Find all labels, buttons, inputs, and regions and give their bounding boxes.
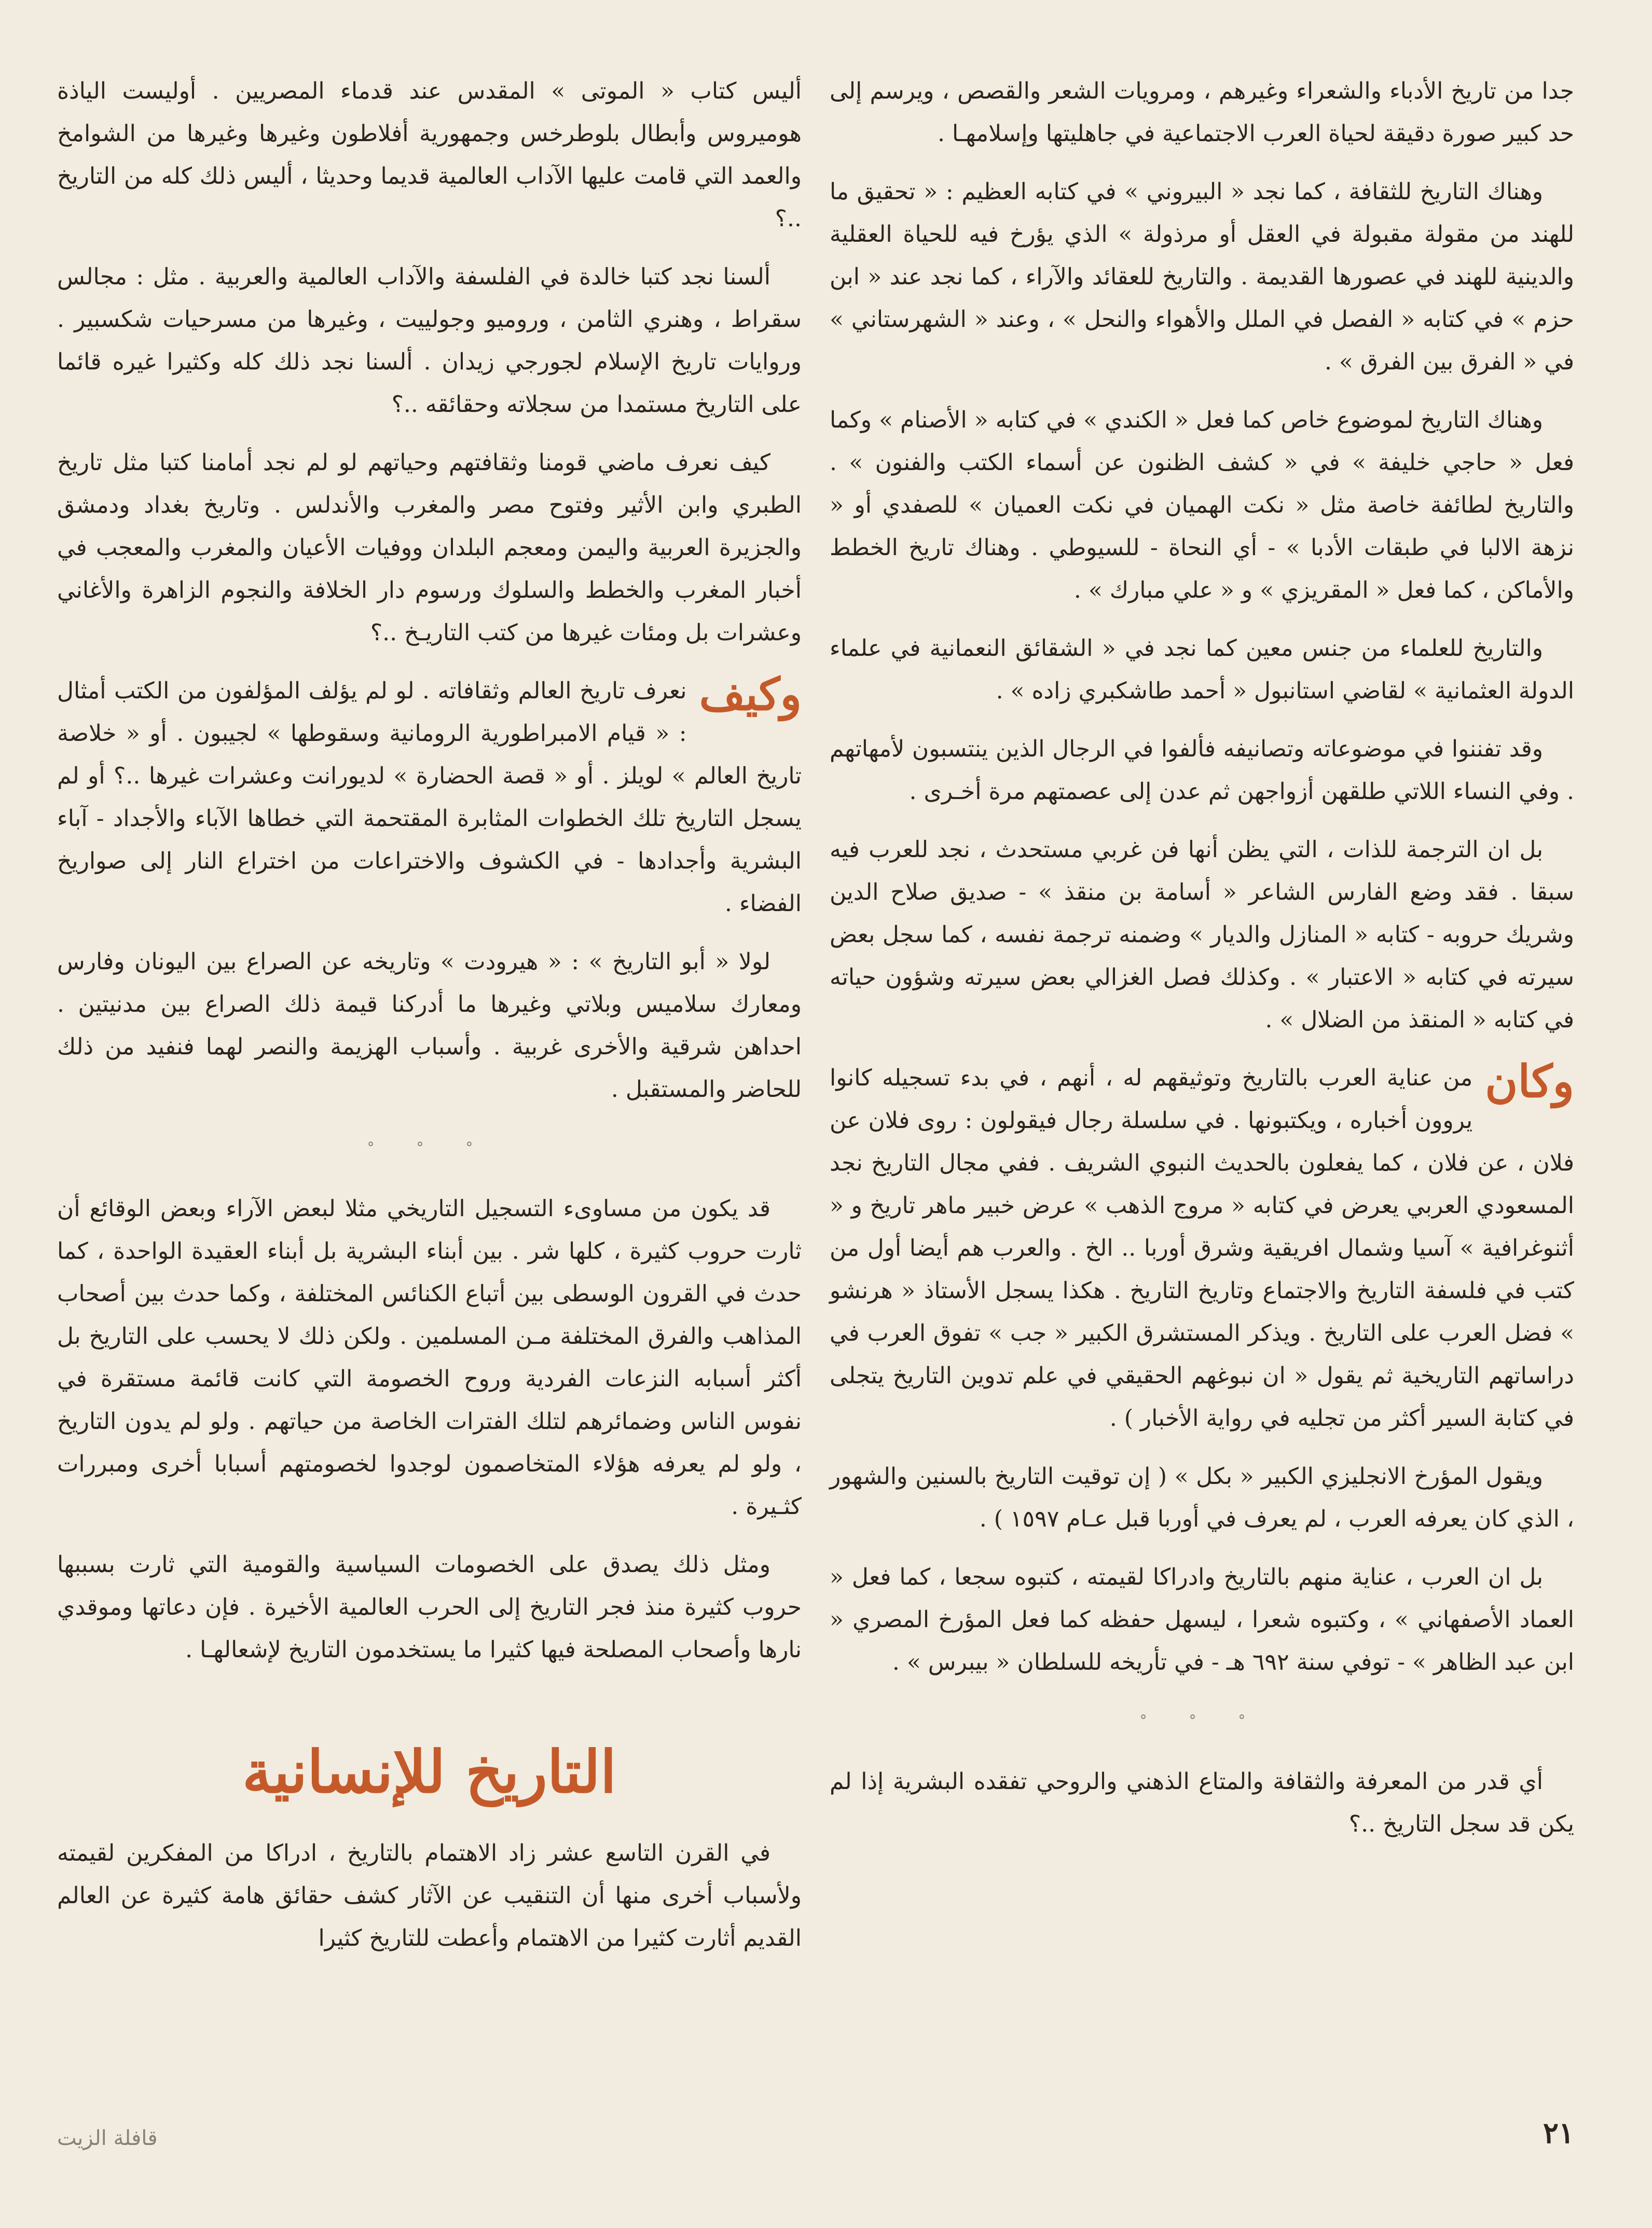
section-divider: ° ° ° bbox=[367, 1139, 492, 1156]
paragraph: قد يكون من مساوىء التسجيل التاريخي مثلا لبعض الآراء وبعض الوقائع أن ثارت حروب كثيرة ، كلها شر . بين أبناء البشرية بل أبناء العقيدة الواحدة ، كما حدث في القرون الوسطى بين أتباع الكنائس المختلفة ، وكما حدث بين أصحاب المذاهب والفرق المختلفة مـن المسلمين . ولكن ذلك لا يحسب على التاريخ بل أكثر أسبابه النزعات الفردية وروح الخصومة التي كانت قائمة مستقرة في نفوس الناس وضمائرهم لتلك الفترات الخاصة من حياتهم . ولو لم يدون التاريخ ، ولو لم يعرفه هؤلاء المتخاصمون لوجدوا لخصومتهم أسبابا أخرى ومبررات كثـيرة . bbox=[57, 1195, 802, 1520]
paragraph: كيف نعرف ماضي قومنا وثقافتهم وحياتهم لو لم نجد أمامنا كتبا مثل تاريخ الطبري وابن الأثير وفتوح مصر والمغرب والأندلس . وتاريخ بغداد ودمشق والجزيرة العربية واليمن ومعجم البلدان ووفيات الأعيان والمغرب والمعجب في أخبار المغرب والخطط والسلوك ورسوم دار الخلافة والنجوم الزاهرة والأغاني وعشرات بل ومئات غيرها من كتب التاريـخ ..؟ bbox=[57, 449, 802, 646]
drop-cap: وكان bbox=[1485, 1055, 1574, 1108]
paragraph: وهناك التاريخ لموضوع خاص كما فعل « الكندي » في كتابه « الأصنام » وكما فعل « حاجي خليفة » في « كشف الظنون عن أسماء الكتب والفنون » . والتاريخ لطائفة خاصة مثل « نكت الهميان في نكت العميان » للصفدي أو « نزهة الالبا في طبقات الأدبا » - أي النحاة - للسيوطي . وهناك تاريخ الخطط والأماكن ، كما فعل « المقريزي » و « علي مبارك » . bbox=[830, 407, 1574, 603]
paragraph: ومثل ذلك يصدق على الخصومات السياسية والقومية التي ثارت بسببها حروب كثيرة منذ فجر التاريخ إلى الحرب العالمية الأخيرة . فإن دعاتها وموقدي نارها وأصحاب المصلحة فيها كثيرا ما يستخدمون التاريخ لإشعالهـا . bbox=[57, 1551, 802, 1663]
paragraph: ويقول المؤرخ الانجليزي الكبير « بكل » ( إن توقيت التاريخ بالسنين والشهور ، الذي كان يعرفه العرب ، لم يعرف في أوربا قبل عـام ١٥٩٧ ) . bbox=[830, 1463, 1574, 1532]
paragraph: وهناك التاريخ للثقافة ، كما نجد « البيروني » في كتابه العظيم : « تحقيق ما للهند من مقولة مقبولة في العقل أو مرذولة » الذي يؤرخ فيه للحياة العقلية والدينية للهند في عصورها القديمة . والتاريخ للعقائد والآراء ، كما نجد عند « ابن حزم » في كتابه « الفصل في الملل والأهواء والنحل » ، وعند « الشهرستاني » في « الفرق بين الفرق » . bbox=[830, 178, 1574, 375]
paragraph bbox=[57, 670, 802, 925]
paragraph: جدا من تاريخ الأدباء والشعراء وغيرهم ، ومرويات الشعر والقصص ، ويرسم إلى حد كبير صورة دقيقة لحياة العرب الاجتماعية في جاهليتها وإسلامهـا . bbox=[830, 78, 1574, 147]
paragraph: بل ان العرب ، عناية منهم بالتاريخ وادراكا لقيمته ، كتبوه سجعا ، كما فعل « العماد الأصفهاني » ، وكتبوه شعرا ، ليسهل حفظه كما فعل المؤرخ المصري « ابن عبد الظاهر » - توفي سنة ٦٩٢ هـ - في تأريخه للسلطان « بيبرس » . bbox=[830, 1564, 1574, 1675]
paragraph-text: من عناية العرب بالتاريخ وتوثيقهم له ، أنهم ، في بدء تسجيله كانوا يروون أخباره ، ويكتبونها . في سلسلة رجال فيقولون : روى فلان عن فلان ، عن فلان ، كما يفعلون بالحديث النبوي الشريف . ففي مجال التاريخ نجد المسعودي العربي يعرض في كتابه « مروج الذهب » عرض خبير ماهر تاريخ و « أثنوغرافية » آسيا وشمال افريقية وشرق أوربا .. الخ . والعرب هم أيضا أول من كتب في فلسفة التاريخ والاجتماع وتاريخ التاريخ . هكذا يسجل الأستاذ « هرنشو » فضل العرب على التاريخ . ويذكر المستشرق الكبير « جب » تفوق العرب في دراساتهم التاريخية ثم يقول « ان نبوغهم الحقيقي في علم تدوين التاريخ يتجلى في كتابة السير أكثر من تجليه في رواية الأخبار ) . bbox=[830, 1065, 1574, 1432]
paragraph: وقد تفننوا في موضوعاته وتصانيفه فألفوا في الرجال الذين ينتسبون لأمهاتهم . وفي النساء اللاتي طلقهن أزواجهن ثم عدن إلى عصمتهم مرة أخـرى . bbox=[830, 736, 1574, 805]
paragraph: ألسنا نجد كتبا خالدة في الفلسفة والآداب العالمية والعربية . مثل : مجالس سقراط ، وهنري الثامن ، وروميو وجولييت ، وغيرها من مسرحيات شكسبير . وروايات تاريخ الإسلام لجورجي زيدان . ألسنا نجد ذلك كله وكثيرا غيره قائما على التاريخ مستمدا من سجلاته وحقائقه ..؟ bbox=[57, 264, 802, 418]
section-title: التاريخ للإنسانية bbox=[242, 1738, 616, 1806]
paragraph: والتاريخ للعلماء من جنس معين كما نجد في « الشقائق النعمانية في علماء الدولة العثمانية » لقاضي استانبول « أحمد طاشكبري زاده » . bbox=[830, 635, 1574, 704]
section-divider: ° ° ° bbox=[1139, 1712, 1264, 1729]
right-column bbox=[830, 70, 1574, 1861]
drop-cap: وكيف bbox=[699, 668, 802, 721]
paragraph: في القرن التاسع عشر زاد الاهتمام بالتاريخ ، ادراكا من المفكرين لقيمته ولأسباب أخرى منها أن التنقيب عن الآثار كشف حقائق هامة كثيرة عن العالم القديم أثارت كثيرا من الاهتمام وأعطت للتاريخ كثيرا bbox=[57, 1840, 802, 1951]
paragraph: أليس كتاب « الموتى » المقدس عند قدماء المصريين . أوليست الياذة هوميروس وأبطال بلوطرخس وجمهورية أفلاطون وغيرها وغيرها من الشوامخ والعمد التي قامت عليها الآداب العالمية قديما وحديثا ، أليس ذلك كله من التاريخ ..؟ bbox=[57, 78, 802, 232]
paragraph: أي قدر من المعرفة والثقافة والمتاع الذهني والروحي تفقده البشرية إذا لم يكن قد سجل التاريخ ..؟ bbox=[830, 1768, 1574, 1837]
page-number: ٢١ bbox=[1543, 2116, 1574, 2150]
footer-publication-name: قافلة الزيت bbox=[57, 2126, 158, 2150]
left-column bbox=[57, 70, 802, 1975]
paragraph-text: نعرف تاريخ العالم وثقافاته . لو لم يؤلف المؤلفون من الكتب أمثال : « قيام الامبراطورية الرومانية وسقوطها » لجيبون . أو « خلاصة تاريخ العالم » لويلز . أو « قصة الحضارة » لديورانت وعشرات غيرها ..؟ أو لم يسجل التاريخ تلك الخطوات المثابرة المقتحمة التي خطاها الآباء والأجداد - آباء البشرية وأجدادها - في الكشوف والاختراعات من اختراع النار إلى صواريخ الفضاء . bbox=[57, 678, 802, 917]
paragraph: بل ان الترجمة للذات ، التي يظن أنها فن غربي مستحدث ، نجد للعرب فيه سبقا . فقد وضع الفارس الشاعر « أسامة بن منقذ » - صديق صلاح الدين وشريك حروبه - كتابه « المنازل والديار » وضمنه ترجمة نفسه ، كما سجل بعض سيرته في كتابه « الاعتبار » . وكذلك فصل الغزالي بعض سيرته وشؤون حياته في كتابه « المنقذ من الضلال » . bbox=[830, 836, 1574, 1033]
paragraph: لولا « أبو التاريخ » : « هيرودت » وتاريخه عن الصراع بين اليونان وفارس ومعارك سلاميس وبلاتي وغيرها ما أدركنا قيمة ذلك الصراع بين مدنيتين . احداهن شرقية والأخرى غربية . وأسباب الهزيمة والنصر لهما فنفيد من ذلك للحاضر والمستقبل . bbox=[57, 948, 802, 1103]
paragraph bbox=[830, 1057, 1574, 1440]
